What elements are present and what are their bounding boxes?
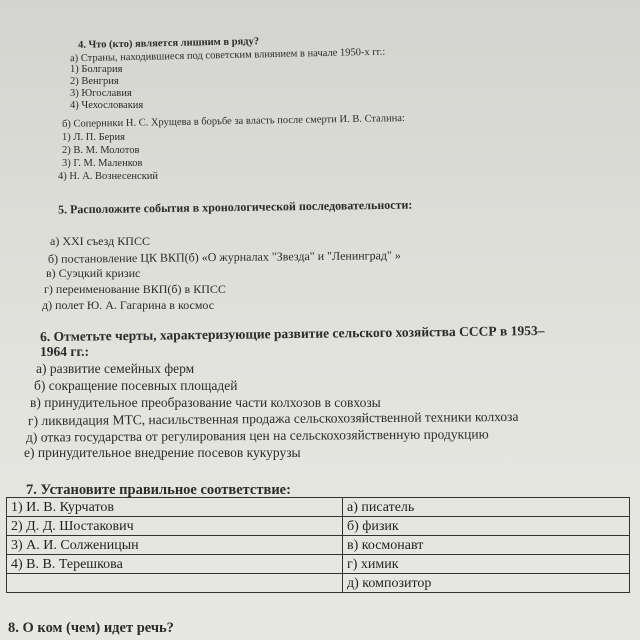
matching-table	[6, 497, 630, 593]
q5-item: а) XXI съезд КПСС	[50, 234, 150, 248]
q4-a-item: 2) Венгрия	[70, 76, 119, 87]
q6-title-cont: 1964 гг.:	[40, 344, 89, 359]
person-cell: 2) Д. Д. Шостакович	[7, 517, 343, 536]
q4-b-item: 1) Л. П. Берия	[62, 132, 125, 143]
q4-b-item: 2) В. М. Молотов	[62, 145, 140, 156]
q5-item: б) постановление ЦК ВКП(б) «О журналах "Звезда" и "Ленинград" »	[47, 248, 401, 266]
person-cell: 3) А. И. Солженицын	[7, 536, 343, 555]
q6-item: а) развитие семейных ферм	[36, 361, 195, 376]
occupation-cell: д) композитор	[343, 574, 630, 593]
person-cell: 1) И. В. Курчатов	[7, 498, 343, 517]
q6-item: г) ликвидация МТС, насильственная продажа сельскохозяйственной техники колхоза	[27, 408, 519, 429]
q4-title: 4. Что (кто) является лишним в ряду?	[77, 36, 260, 51]
q4-a-item: 4) Чехословакия	[70, 100, 144, 111]
q6-item: в) принудительное преобразование части колхозов в совхозы	[30, 395, 381, 410]
table-row	[7, 574, 630, 593]
q8-title: 8. О ком (чем) идет речь?	[8, 620, 174, 636]
person-cell: 4) В. В. Терешкова	[7, 555, 343, 574]
table-row	[7, 536, 630, 555]
q4-b-item: 3) Г. М. Маленков	[62, 158, 143, 169]
q6-item: д) отказ государства от регулирования цен на сельскохозяйственную продукцию	[25, 426, 489, 445]
q6-title: 6. Отметьте черты, характеризующие развитие сельского хозяйства СССР в 1953–	[39, 322, 545, 345]
empty-cell	[7, 574, 343, 593]
q4-b-item: 4) Н. А. Вознесенский	[58, 171, 159, 182]
q4-a-prompt: а) Страны, находившиеся под советским влиянием в начале 1950-х гг.:	[69, 46, 386, 65]
q5-item: в) Суэцкий кризис	[46, 266, 141, 280]
q4-a-item: 1) Болгария	[70, 64, 123, 75]
occupation-cell: б) физик	[343, 517, 630, 536]
occupation-cell: а) писатель	[343, 498, 630, 517]
table-row	[7, 498, 630, 517]
q4-a-item: 3) Югославия	[70, 88, 132, 99]
q5-title: 5. Расположите события в хронологической последовательности:	[57, 197, 413, 217]
q5-item: г) переименование ВКП(б) в КПСС	[44, 282, 226, 296]
table-row	[7, 555, 630, 574]
occupation-cell: г) химик	[343, 555, 630, 574]
q5-item: д) полет Ю. А. Гагарина в космос	[42, 298, 215, 312]
occupation-cell: в) космонавт	[343, 536, 630, 555]
q6-item: б) сокращение посевных площадей	[34, 378, 238, 393]
q7-title: 7. Установите правильное соответствие:	[26, 482, 291, 498]
q4-b-prompt: б) Соперники Н. С. Хрущева в борьбе за власть после смерти И. В. Сталина:	[61, 113, 406, 130]
table-row	[7, 517, 630, 536]
q6-item: е) принудительное внедрение посевов кукурузы	[24, 445, 301, 460]
